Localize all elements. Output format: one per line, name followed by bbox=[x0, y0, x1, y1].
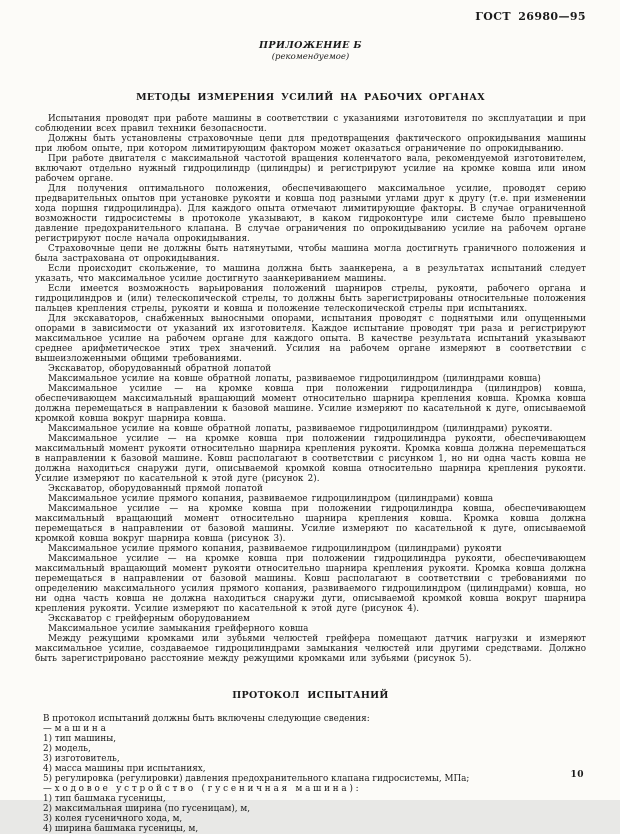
paragraph: Если происходит скольжение, то машина должна быть заанкерена, а в результатах испытаний следует указать, что максимальное усилие достигнуто заанкериванием машины. bbox=[35, 264, 586, 284]
protocol-item: 3) колея гусеничного хода, м, bbox=[43, 814, 183, 824]
document-title: МЕТОДЫ ИЗМЕРЕНИЯ УСИЛИЙ НА РАБОЧИХ ОРГАНАХ bbox=[136, 92, 485, 103]
paragraph: Максимальное усилие — на кромке ковша при положении гидроцилиндра рукояти, обеспечивающем максимальный вращающий момент рукояти относительно шарнира крепления рукояти. Кромка ковша должна перемещаться в направлении от базовой машины. Ковш располагают в соответствии с требованиями по определению максимального усилия прямого копания, развиваемого гидроцилиндром (цилиндрами) ковша, но ни одна часть ковша не должна находиться снаружи дуги, описываемой кромкой ковша вокруг шарнира крепления рукояти. Усилие измеряют по касательной к этой дуге (рисунок 4). bbox=[35, 554, 586, 614]
protocol-item: 2) модель, bbox=[43, 744, 91, 754]
paragraph: Максимальное усилие замыкания грейферного ковша bbox=[48, 624, 309, 634]
subheading-backhoe: Экскаватор, оборудованный обратной лопатой bbox=[48, 364, 272, 374]
paragraph: Максимальное усилие — на кромке ковша при положении гидроцилиндра ковша, обеспечивающем максимальный вращающий момент относительно шарнира крепления ковша. Кромка ковша должна перемещаться в направлении от базовой машины. Усилие измеряют по касательной к дуге, описываемой кромкой ковша вокруг шарнира ковша (рисунок 3). bbox=[35, 504, 586, 544]
paragraph: Испытания проводят при работе машины в соответствии с указаниями изготовителя по эксплуатации и при соблюдении всех правил техники безопасности. bbox=[35, 114, 586, 134]
paragraph: Максимальное усилие — на кромке ковша при положении гидроцилиндра рукояти, обеспечивающем максимальный момент рукояти относительно шарнира крепления рукояти. Кромка ковша должна перемещаться в направлении к базовой машине. Ковш располагают в соответствии с рисунком 1, но ни одна часть ковша не должна находиться снаружи дуги, описываемой кромкой ковша относительно шарнира крепления рукояти. Усилие измеряют по касательной к этой дуге (рисунок 2). bbox=[35, 434, 586, 484]
protocol-intro: В протокол испытаний должны быть включены следующие сведения: bbox=[43, 714, 370, 724]
protocol-item: 5) регулировка (регулировки) давления предохранительного клапана гидросистемы, МПа; bbox=[43, 774, 470, 784]
protocol-list bbox=[35, 714, 586, 834]
doc-header bbox=[35, 10, 586, 23]
paragraph: Если имеется возможность варьирования положений шарниров стрелы, рукояти, рабочего органа и гидроцилиндров и (или) телескопической стрелы, то должны быть зарегистрированы относительные положения пальцев крепления стрелы, рукояти и ковша и положение телескопической стрелы при испытаниях. bbox=[35, 284, 586, 314]
paragraph: Должны быть установлены страховочные цепи для предотвращения фактического опрокидывания машины при любом опыте, при котором лимитирующим фактором может оказаться ограничение по опрокидыванию. bbox=[35, 134, 586, 154]
paragraph: Максимальное усилие на ковше обратной лопаты, развиваемое гидроцилиндром (цилиндрами) рукояти. bbox=[48, 424, 553, 434]
protocol-item: 1) тип машины, bbox=[43, 734, 117, 744]
paragraph: Страховочные цепи не должны быть натянутыми, чтобы машина могла достигнуть граничного положения и была застрахована от опрокидывания. bbox=[35, 244, 586, 264]
paragraph: При работе двигателя с максимальной частотой вращения коленчатого вала, рекомендуемой изготовителем, включают отдельно нужный гидроцилиндр (цилиндры) и регистрируют усилие на кромке ковша или ином рабочем органе. bbox=[35, 154, 586, 184]
paragraph: Максимальное усилие — на кромке ковша при положении гидроцилиндра (цилиндров) ковша, обеспечивающем максимальный вращающий момент относительно шарнира крепления ковша. Кромка ковша должна перемещаться в направлении к базовой машине. Усилие измеряют по касательной к дуге, описываемой кромкой ковша вокруг шарнира ковша. bbox=[35, 384, 586, 424]
protocol-heading: ПРОТОКОЛ ИСПЫТАНИЙ bbox=[232, 690, 389, 701]
protocol-item: 2) максимальная ширина (по гусеницам), м, bbox=[43, 804, 250, 814]
protocol-item: 1) тип башмака гусеницы, bbox=[43, 794, 166, 804]
protocol-item-machine: — м а ш и н а bbox=[43, 724, 106, 734]
paragraph: Для экскаваторов, снабженных выносными опорами, испытания проводят с поднятыми или опущенными опорами в зависимости от указаний их изготовителя. Каждое испытание проводят три раза и регистрируют максимальное усилие на рабочем органе для каждого опыта. В качестве результата испытаний указывают среднее арифметическое этих трех значений. Усилия на рабочем органе измеряют в соответствии с вышеизложенными общими требованиями. bbox=[35, 314, 586, 364]
subheading-grab: Экскаватор с грейферным оборудованием bbox=[48, 614, 250, 624]
paragraph: Для получения оптимального положения, обеспечивающего максимальное усилие, проводят серию предварительных опытов при установке рукояти и ковша под разными углами друг к другу (т.е. при изменении хода поршня гидроцилиндра). Для каждого опыта отмечают лимитирующие факторы. В случае ограниченной возможности гидросистемы в протоколе указывают, в каком гидроконтуре или системе было превышено давление предохранительного клапана. В случае ограничения по опрокидыванию усилие на рабочем органе регистрируют после начала опрокидывания. bbox=[35, 184, 586, 244]
protocol-item-undercarriage: — х о д о в о е у с т р о й с т в о ( г у с е н и ч н а я м а ш и н а ) : bbox=[43, 784, 359, 794]
appendix-heading bbox=[35, 40, 586, 62]
paragraph: Максимальное усилие на ковше обратной лопаты, развиваемое гидроцилиндром (цилиндрами ковша) bbox=[48, 374, 541, 384]
protocol-item: 3) изготовитель, bbox=[43, 754, 120, 764]
appendix-label: ПРИЛОЖЕНИЕ Б bbox=[259, 40, 362, 51]
paragraph: Между режущими кромками или зубьями челюстей грейфера помещают датчик нагрузки и измеряют максимальное усилие, создаваемое гидроцилиндрами замыкания челюстей или другими средствами. Должно быть зарегистрировано расстояние между режущими кромками или зубьями (рисунок 5). bbox=[35, 634, 586, 664]
page-number: 10 bbox=[570, 770, 584, 780]
appendix-note: (рекомендуемое) bbox=[271, 52, 350, 62]
paragraph: Максимальное усилие прямого копания, развиваемое гидроцилиндром (цилиндрами) рукояти bbox=[48, 544, 502, 554]
protocol-item: 4) ширина башмака гусеницы, м, bbox=[43, 824, 199, 834]
subheading-front-shovel: Экскаватор, оборудованный прямой лопатой bbox=[48, 484, 263, 494]
body-text bbox=[35, 114, 586, 664]
protocol-item: 4) масса машины при испытаниях, bbox=[43, 764, 206, 774]
standard-number: ГОСТ 26980—95 bbox=[475, 10, 586, 23]
paragraph: Максимальное усилие прямого копания, развиваемое гидроцилиндром (цилиндрами) ковша bbox=[48, 494, 494, 504]
